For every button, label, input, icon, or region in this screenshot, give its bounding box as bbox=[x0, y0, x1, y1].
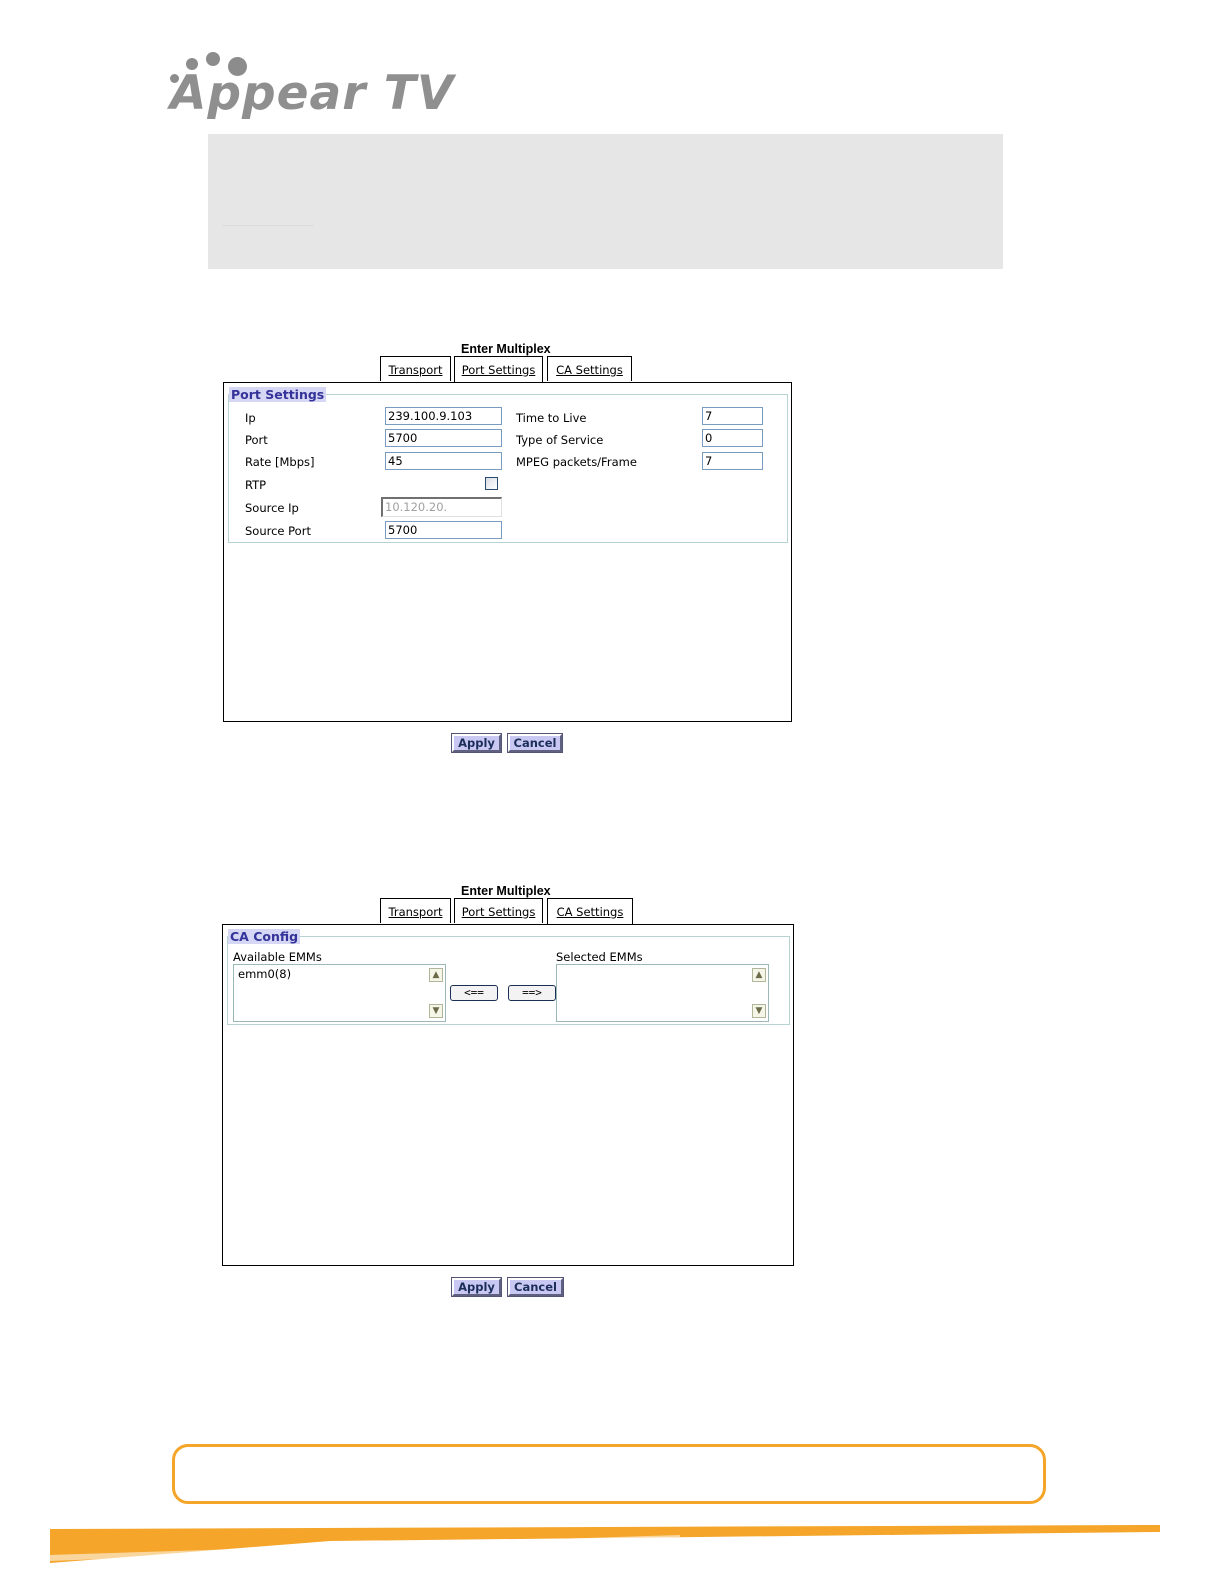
logo-wordmark: Appear TV bbox=[170, 66, 455, 121]
port-label: Port bbox=[245, 433, 268, 447]
port-input[interactable]: 5700 bbox=[385, 429, 502, 447]
ca-config-fieldset bbox=[227, 929, 790, 1025]
tos-label: Type of Service bbox=[516, 433, 604, 447]
fieldset-legend: Port Settings bbox=[231, 387, 325, 402]
tab-transport[interactable]: Transport bbox=[380, 356, 451, 381]
source-port-label: Source Port bbox=[245, 524, 311, 538]
footer-box bbox=[172, 1444, 1046, 1504]
scroll-down-icon[interactable]: ▼ bbox=[429, 1004, 443, 1018]
move-right-button[interactable]: ==> bbox=[508, 985, 556, 1001]
dialog-title: Enter Multiplex bbox=[461, 342, 551, 356]
ttl-label: Time to Live bbox=[516, 411, 587, 425]
tos-input[interactable]: 0 bbox=[702, 429, 763, 447]
tab-port-settings[interactable]: Port Settings bbox=[454, 898, 543, 923]
dialog-panel bbox=[222, 924, 794, 1266]
scroll-up-icon[interactable]: ▲ bbox=[429, 968, 443, 982]
rtp-checkbox[interactable] bbox=[485, 477, 498, 490]
move-left-button[interactable]: <== bbox=[450, 985, 498, 1001]
apply-button[interactable]: Apply bbox=[452, 734, 501, 752]
cancel-button[interactable]: Cancel bbox=[508, 1278, 563, 1296]
apply-button[interactable]: Apply bbox=[452, 1278, 501, 1296]
source-ip-label: Source Ip bbox=[245, 501, 299, 515]
cancel-button[interactable]: Cancel bbox=[508, 734, 562, 752]
divider bbox=[222, 225, 314, 226]
port-settings-fieldset bbox=[228, 387, 788, 543]
enter-multiplex-dialog-ca-settings bbox=[222, 882, 795, 1302]
dialog-panel bbox=[223, 382, 792, 722]
ip-label: Ip bbox=[245, 411, 256, 425]
tab-port-settings[interactable]: Port Settings bbox=[454, 356, 543, 383]
mpeg-packets-label: MPEG packets/Frame bbox=[516, 455, 637, 469]
tab-transport[interactable]: Transport bbox=[380, 898, 451, 923]
source-port-input[interactable]: 5700 bbox=[385, 521, 502, 539]
tab-ca-settings[interactable]: CA Settings bbox=[547, 898, 633, 925]
footer-swoosh bbox=[0, 1515, 1224, 1584]
scroll-down-icon[interactable]: ▼ bbox=[752, 1004, 766, 1018]
ip-input[interactable]: 239.100.9.103 bbox=[385, 407, 502, 425]
source-ip-input[interactable]: 10.120.20. bbox=[381, 497, 502, 517]
rate-label: Rate [Mbps] bbox=[245, 455, 315, 469]
fieldset-legend: CA Config bbox=[230, 929, 299, 944]
appear-tv-logo bbox=[168, 50, 455, 130]
enter-multiplex-dialog-port-settings bbox=[223, 340, 793, 760]
dialog-title: Enter Multiplex bbox=[461, 884, 551, 898]
available-emms-label: Available EMMs bbox=[233, 950, 322, 964]
mpeg-packets-input[interactable]: 7 bbox=[702, 452, 763, 470]
scroll-up-icon[interactable]: ▲ bbox=[752, 968, 766, 982]
selected-emms-label: Selected EMMs bbox=[556, 950, 643, 964]
header-banner bbox=[208, 134, 1003, 269]
logo-dot bbox=[206, 52, 220, 66]
ttl-input[interactable]: 7 bbox=[702, 407, 763, 425]
selected-emms-list[interactable] bbox=[556, 964, 769, 1022]
tab-ca-settings[interactable]: CA Settings bbox=[547, 356, 632, 381]
list-item[interactable]: emm0(8) bbox=[238, 967, 292, 981]
rtp-label: RTP bbox=[245, 478, 267, 492]
available-emms-list[interactable] bbox=[233, 964, 446, 1022]
rate-input[interactable]: 45 bbox=[385, 452, 502, 470]
